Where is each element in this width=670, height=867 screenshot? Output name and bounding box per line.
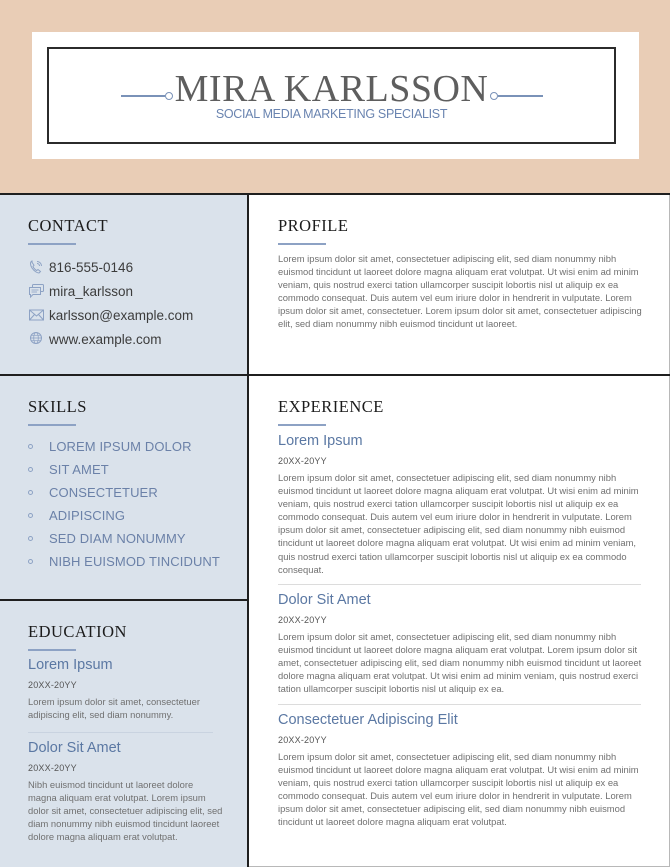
chat-icon [28, 283, 45, 299]
experience-3-description: Lorem ipsum dolor sit amet, consectetuer adipiscing elit, sed diam nonummy nibh euismod tincidunt ut laoreet dolore magna aliquam erat volutpat. Ut wisi enim ad minim veniam, quis nostrud exerci tation ullamcorper suscipit lobortis nisl ut aliquip ex ea commodo consequat. Duis autem vel eum iriure dolor in hendrerit in vulputate. Lorem ipsum dolor sit amet, consectetuer adipiscing elit, sed diam nonummy nibh euismod tincidunt ut laoreet dolore magna aliquam erat volutpat. [278, 751, 639, 828]
phone-number: 816-555-0146 [49, 259, 134, 275]
education-heading-underline [28, 649, 76, 651]
skill-label: ADIPISCING [49, 507, 126, 523]
divider-row-1 [0, 374, 670, 376]
education-1-title: Lorem Ipsum [28, 657, 113, 673]
chat-handle: mira_karlsson [49, 283, 134, 299]
website-url: www.example.com [49, 331, 162, 347]
experience-heading-underline [278, 424, 326, 426]
skill-item [28, 460, 109, 478]
skills-heading: SKILLS [28, 397, 87, 416]
candidate-name [49, 69, 614, 110]
skill-label: LOREM IPSUM DOLOR [49, 438, 192, 454]
bullet-icon [28, 513, 33, 518]
skill-label: NIBH EUISMOD TINCIDUNT [49, 553, 220, 569]
experience-1-description: Lorem ipsum dolor sit amet, consectetuer adipiscing elit, sed diam nonummy nibh euismod tincidunt ut laoreet dolore magna aliquam erat volutpat. Ut wisi enim ad minim veniam, quis nostrud exerci tation ullamcorper suscipit lobortis nisl ut aliquip ex ea commodo consequat. Duis autem vel eum iriure dolor in hendrerit in vulputate. Lorem ipsum dolor sit amet, consectetuer adipiscing elit, sed diam nonummy nibh euismod tincidunt ut laoreet dolore magna aliquam erat volutpat. Ut wisi enim ad minim veniam, quis nostrud exerci tation ullamcorper suscipit lobortis nisl ut aliquip ex ea commodo consequat. [278, 472, 639, 575]
education-heading: EDUCATION [28, 622, 127, 641]
education-1-description: Lorem ipsum dolor sit amet, consectetuer adipiscing elit, sed diam nonummy. [28, 696, 200, 721]
divider-sidebar-2 [0, 599, 249, 601]
experience-2-description: Lorem ipsum dolor sit amet, consectetuer adipiscing elit, sed diam nonummy nibh euismod tincidunt ut laoreet dolore magna aliquam erat volutpat. Lorem ipsum dolor sit amet, consectetuer adipiscing elit, sed diam nonummy nibh euismod tincidunt ut laoreet dolore magna aliquam erat volutpat. Ut wisi enim ad minim veniam, quis nostrud exerci tation ullamcorper suscipit lobortis nisl ut aliquip ex ea. [278, 631, 642, 695]
contact-heading: CONTACT [28, 216, 109, 235]
skill-item [28, 437, 192, 455]
education-2-title: Dolor Sit Amet [28, 740, 121, 756]
skill-item [28, 552, 220, 570]
bullet-icon [28, 559, 33, 564]
education-separator [28, 732, 213, 733]
skills-heading-underline [28, 424, 76, 426]
experience-heading: EXPERIENCE [278, 397, 384, 416]
education-2-dates: 20XX-20YY [28, 763, 77, 773]
education-1-dates: 20XX-20YY [28, 680, 77, 690]
profile-heading-underline [278, 243, 326, 245]
header-frame [47, 47, 616, 144]
skill-label: CONSECTETUER [49, 484, 158, 500]
experience-separator [278, 584, 641, 585]
name-decoration-right-line [498, 95, 543, 97]
skill-item [28, 483, 158, 501]
experience-1-title: Lorem Ipsum [278, 433, 363, 449]
bullet-icon [28, 467, 33, 472]
divider-header [0, 193, 670, 195]
header-band [0, 0, 670, 194]
email-icon [28, 307, 45, 323]
contact-website[interactable] [28, 329, 162, 349]
experience-3-title: Consectetuer Adipiscing Elit [278, 712, 458, 728]
skill-label: SED DIAM NONUMMY [49, 530, 186, 546]
job-title: SOCIAL MEDIA MARKETING SPECIALIST [215, 107, 448, 121]
education-2-description: Nibh euismod tincidunt ut laoreet dolore magna aliquam erat volutpat. Lorem ipsum dolor sit amet, consectetuer adipiscing elit, sed diam nonummy nibh euismod tincidunt laoreet dolore magna aliquam erat volutpat. [28, 779, 223, 843]
globe-icon [28, 331, 45, 347]
profile-text: Lorem ipsum dolor sit amet, consectetuer adipiscing elit, sed diam nonummy nibh euismod tincidunt ut laoreet dolore magna aliquam erat volutpat. Ut wisi enim ad minim veniam, quis nostrud exerci tation ullamcorper suscipit lobortis nisl ut aliquip ex ea commodo consequat. Duis autem vel eum iriure dolor in hendrerit in vulputate. Lorem ipsum dolor sit amet, consectetuer. Lorem ipsum dolor sit amet, consectetuer adipiscing elit, sed diam nonummy nibh euismod tincidunt ut laoreet. [278, 253, 642, 330]
candidate-name-text: MIRA KARLSSON [174, 68, 489, 110]
skill-label: SIT AMET [49, 461, 109, 477]
skill-item [28, 529, 186, 547]
bullet-icon [28, 444, 33, 449]
bullet-icon [28, 490, 33, 495]
contact-heading-underline [28, 243, 76, 245]
contact-email[interactable] [28, 305, 193, 325]
experience-1-dates: 20XX-20YY [278, 456, 327, 466]
bullet-icon [28, 536, 33, 541]
experience-2-title: Dolor Sit Amet [278, 592, 371, 608]
divider-vertical [247, 193, 249, 867]
contact-phone[interactable] [28, 257, 133, 277]
experience-2-dates: 20XX-20YY [278, 615, 327, 625]
email-address: karlsson@example.com [49, 307, 194, 323]
experience-separator [278, 704, 641, 705]
name-decoration-right-circle-icon [490, 92, 498, 100]
profile-heading: PROFILE [278, 216, 349, 235]
contact-chat[interactable] [28, 281, 133, 301]
experience-3-dates: 20XX-20YY [278, 735, 327, 745]
skill-item [28, 506, 125, 524]
phone-icon [28, 259, 45, 275]
